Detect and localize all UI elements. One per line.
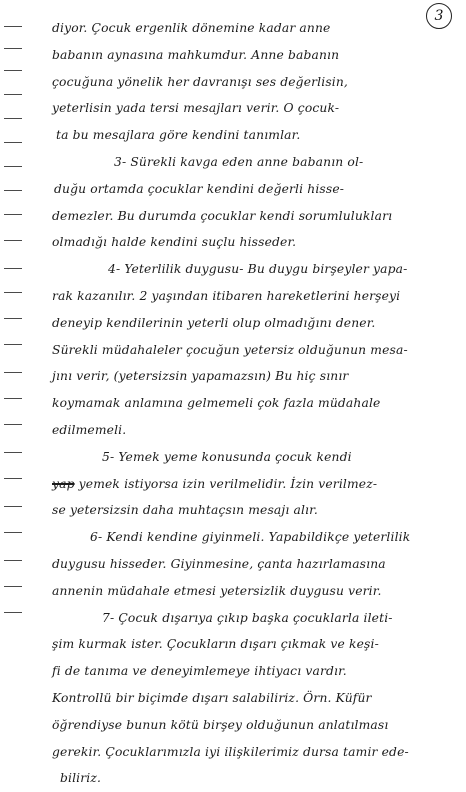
text-line: 5- Yemek yeme konusunda çocuk kendi <box>102 449 352 464</box>
text-line: se yetersizsin daha muhtaçsın mesajı alır. <box>52 503 318 518</box>
text-line: biliriz. <box>60 771 102 786</box>
text-line: 6- Kendi kendine giyinmeli. Yapabildikçe yeterlilik <box>90 530 411 545</box>
text-line: 7- Çocuk dışarıya çıkıp başka çocuklarla ileti- <box>102 610 393 625</box>
text-line-content: yemek istiyorsa izin verilmelidir. İzin verilmez- <box>78 476 378 491</box>
margin-marks <box>4 0 26 768</box>
text-line: ta bu mesajlara göre kendini tanımlar. <box>56 128 301 143</box>
text-line: yeterlisin yada tersi mesajları verir. O çocuk- <box>52 101 340 116</box>
text-line: duğu ortamda çocuklar kendini değerli hisse- <box>54 181 345 196</box>
text-line: demezler. Bu durumda çocuklar kendi sorumlulukları <box>52 208 393 223</box>
text-line: gerekir. Çocuklarımızla iyi ilişkilerimiz dursa tamir ede- <box>52 744 409 759</box>
text-line: annenin müdahale etmesi yetersizlik duygusu verir. <box>52 583 382 598</box>
text-line: olmadığı halde kendini suçlu hisseder. <box>52 235 297 250</box>
text-line: edilmemeli. <box>52 422 127 437</box>
text-line: Kontrollü bir biçimde dışarı salabiliriz. Örn. Küfür <box>52 690 372 705</box>
handwritten-text <box>52 15 452 792</box>
text-line: babanın aynasına mahkumdur. Anne babanın <box>52 47 340 62</box>
text-line: rak kazanılır. 2 yaşından itibaren hareketlerini herşeyi <box>52 288 401 303</box>
struck-word: yap <box>52 476 75 491</box>
page-number: 3 <box>426 3 452 29</box>
text-line: 4- Yeterlilik duygusu- Bu duygu birşeyler yapa- <box>108 262 408 277</box>
text-line: 3- Sürekli kavga eden anne babanın ol- <box>114 154 364 169</box>
text-line: çocuğuna yönelik her davranışı ses değerlisin, <box>52 74 348 89</box>
text-line: diyor. Çocuk ergenlik dönemine kadar anne <box>52 21 331 35</box>
text-line: fi de tanıma ve deneyimlemeye ihtiyacı vardır. <box>52 664 347 679</box>
text-line: Sürekli müdahaleler çocuğun yetersiz olduğunun mesa- <box>52 342 408 357</box>
text-line: deneyip kendilerinin yeterli olup olmadığını dener. <box>52 315 376 330</box>
text-line: jını verir, (yetersizsin yapamazsın) Bu hiç sınır <box>52 369 349 384</box>
text-line: şim kurmak ister. Çocukların dışarı çıkmak ve keşi- <box>52 637 379 652</box>
text-line: duygusu hisseder. Giyinmesine, çanta hazırlamasına <box>52 556 386 571</box>
text-line: öğrendiyse bunun kötü birşey olduğunun anlatılması <box>52 717 389 732</box>
text-line <box>52 471 452 498</box>
text-line: koymamak anlamına gelmemeli çok fazla müdahale <box>52 396 381 411</box>
